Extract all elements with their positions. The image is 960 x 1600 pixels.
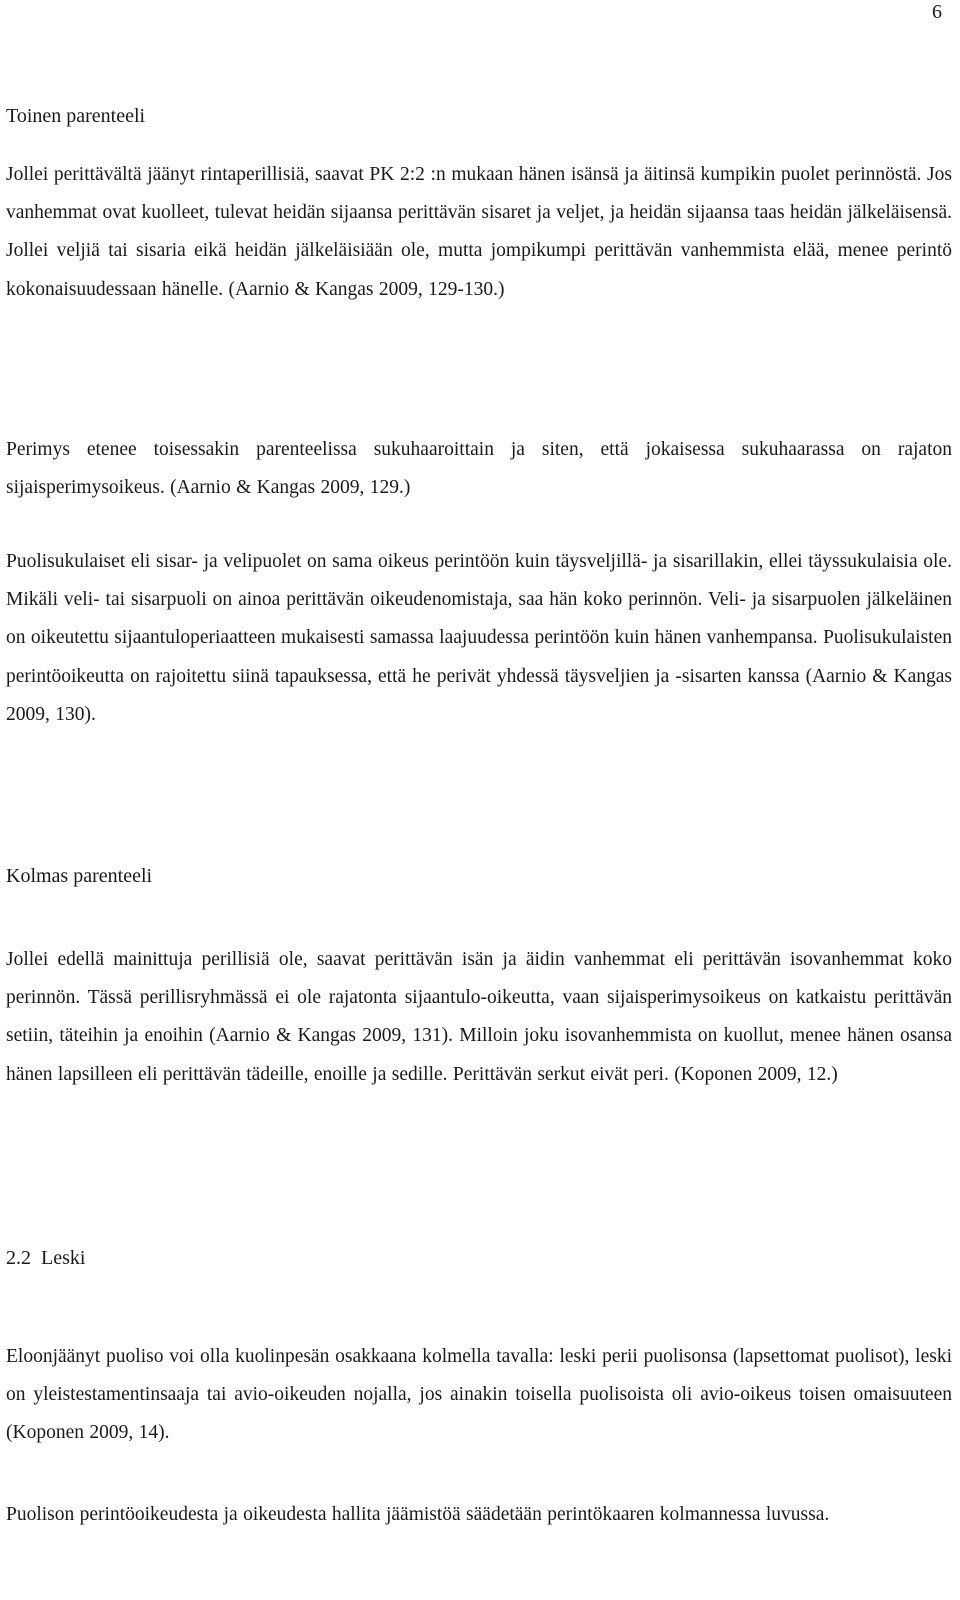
page-number: 6 bbox=[932, 1, 942, 23]
paragraph-widow-1: Eloonjäänyt puoliso voi olla kuolinpesän osakkaana kolmella tavalla: leski perii puolisonsa (lapsettomat puolisot), leski on yleistestamentinsaaja tai avio-oikeuden nojalla, jos ainakin toisella puolisoista oli avio-oikeus toisen omaisuuteen (Koponen 2009, 14). bbox=[6, 1346, 952, 1444]
paragraph-second-parentela-1: Jollei perittävältä jäänyt rintaperillisiä, saavat PK 2:2 :n mukaan hänen isänsä ja äitinsä kumpikin puolet perinnöstä. Jos vanhemmat ovat kuolleet, tulevat heidän sijaansa perittävän sisaret ja veljet, ja heidän sijaansa taas heidän jälkeläisensä. Jollei veljiä tai sisaria eikä heidän jälkeläisiään ole, mutta jompikumpi perittävän vanhemmista elää, menee perintö kokonaisuudessaan hänelle. (Aarnio & Kangas 2009, 129-130.) bbox=[6, 164, 952, 300]
paragraph-widow-2: Puolison perintöoikeudesta ja oikeudesta hallita jäämistöä säädetään perintökaaren kolmannessa luvussa. bbox=[6, 1504, 830, 1525]
section-heading-third-parentela: Kolmas parenteeli bbox=[6, 865, 153, 887]
section-heading-widow bbox=[6, 1245, 85, 1271]
section-title: Leski bbox=[41, 1247, 86, 1269]
section-heading-second-parentela: Toinen parenteeli bbox=[6, 105, 146, 127]
paragraph-third-parentela-1: Jollei edellä mainittuja perillisiä ole, saavat perittävän isän ja äidin vanhemmat eli perittävän isovanhemmat koko perinnön. Tässä perillisryhmässä ei ole rajatonta sijaantulo-oikeutta, vaan sijaisperimysoikeus on katkaistu perittävän setiin, täteihin ja enoihin (Aarnio & Kangas 2009, 131). Milloin joku isovanhemmista on kuollut, menee hänen osansa hänen lapsilleen eli perittävän tädeille, enoille ja sedille. Perittävän serkut eivät peri. (Koponen 2009, 12.) bbox=[6, 949, 952, 1085]
paragraph-second-parentela-2: Perimys etenee toisessakin parenteelissa sukuhaaroittain ja siten, että jokaisessa sukuhaarassa on rajaton sijaisperimysoikeus. (Aarnio & Kangas 2009, 129.) bbox=[6, 439, 952, 499]
section-number: 2.2 bbox=[6, 1247, 31, 1269]
paragraph-second-parentela-3: Puolisukulaiset eli sisar- ja velipuolet on sama oikeus perintöön kuin täysveljillä- ja sisarillakin, ellei täyssukulaisia ole. Mikäli veli- tai sisarpuoli on ainoa perittävän oikeudenomistaja, saa hän koko perinnön. Veli- ja sisarpuolen jälkeläinen on oikeutettu sijaantuloperiaatteen mukaisesti samassa laajuudessa perintöön kuin hänen vanhempansa. Puolisukulaisten perintöoikeutta on rajoitettu siinä tapauksessa, että he perivät yhdessä täysveljien ja -sisarten kanssa (Aarnio & Kangas 2009, 130). bbox=[6, 551, 952, 725]
